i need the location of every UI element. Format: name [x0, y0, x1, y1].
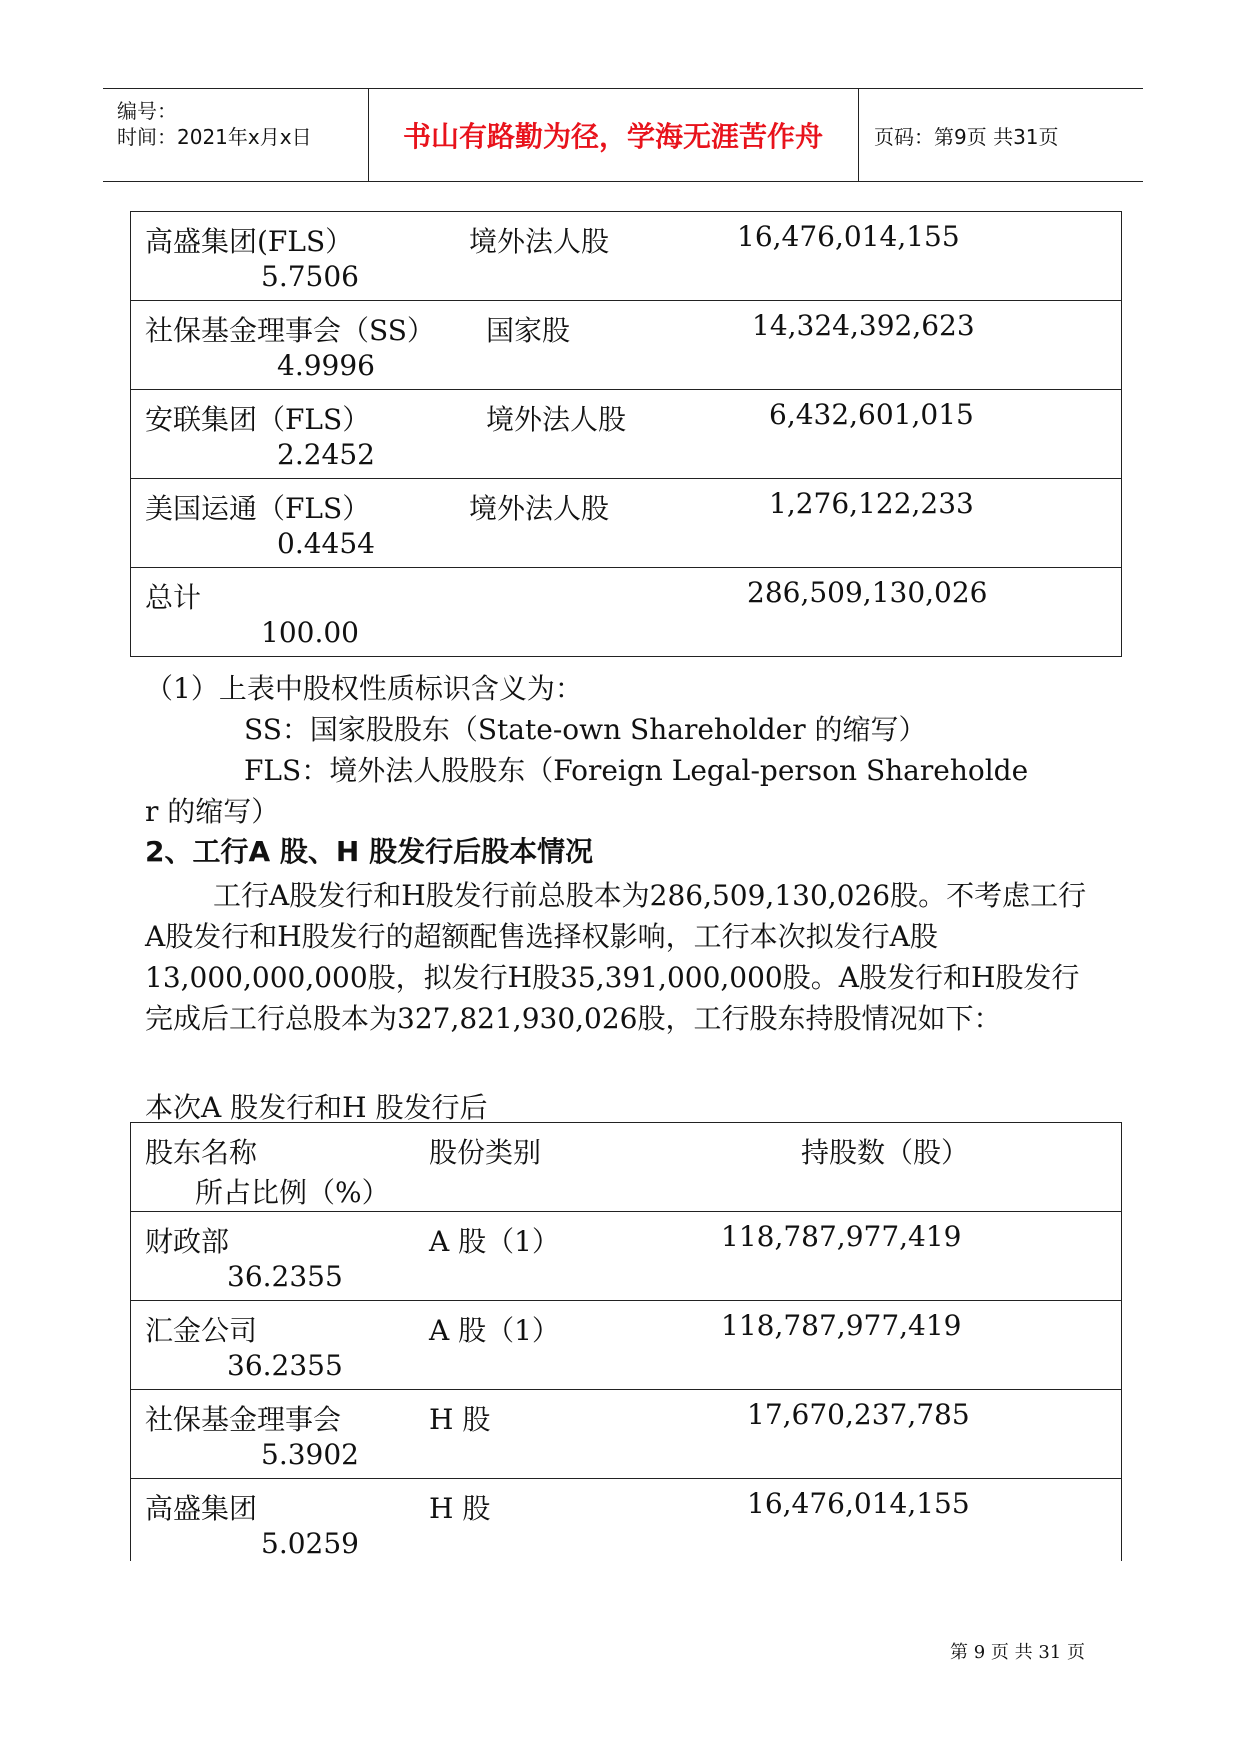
column-header-shares: 持股数（股）	[801, 1136, 970, 1169]
share-type: A 股（1）	[429, 1225, 560, 1258]
table-row	[131, 568, 1121, 657]
table-row	[131, 1390, 1121, 1479]
share-ratio: 5.7506	[261, 260, 359, 293]
share-ratio: 0.4454	[277, 527, 375, 560]
shareholder-name: 美国运通（FLS）	[145, 492, 371, 525]
share-count: 14,324,392,623	[752, 309, 975, 342]
share-ratio: 5.3902	[261, 1438, 359, 1471]
share-count: 118,787,977,419	[721, 1309, 962, 1342]
share-type: 境外法人股	[469, 225, 610, 258]
share-type: H 股	[429, 1492, 491, 1525]
share-ratio: 100.00	[261, 616, 359, 649]
table-row	[131, 212, 1121, 301]
note-intro: （1）上表中股权性质标识含义为：	[145, 672, 583, 705]
table-row	[131, 1479, 1121, 1567]
share-ratio: 36.2355	[227, 1349, 343, 1382]
note-ss: SS：国家股股东（State-own Shareholder 的缩写）	[244, 713, 927, 746]
share-count: 16,476,014,155	[747, 1487, 970, 1520]
shareholder-table-before	[130, 211, 1122, 657]
motto: 书山有路勤为径，学海无涯苦作舟	[368, 89, 859, 181]
share-count: 17,670,237,785	[747, 1398, 970, 1431]
shareholder-name: 财政部	[145, 1225, 230, 1258]
shareholder-name: 汇金公司	[145, 1314, 258, 1347]
shareholder-name: 安联集团（FLS）	[145, 403, 371, 436]
share-type: 国家股	[486, 314, 571, 347]
shareholder-name: 高盛集团	[145, 1492, 258, 1525]
table-row	[131, 479, 1121, 568]
table-row	[131, 390, 1121, 479]
share-type: A 股（1）	[429, 1314, 560, 1347]
page-footer: 第 9 页 共 31 页	[950, 1642, 1085, 1663]
header-info-cell	[103, 89, 369, 181]
table-row	[131, 1301, 1121, 1390]
table-header-row	[131, 1123, 1121, 1212]
share-count: 6,432,601,015	[769, 398, 974, 431]
share-ratio: 2.2452	[277, 438, 375, 471]
note-fls-cont: r 的缩写）	[145, 795, 280, 828]
column-header-type: 股份类别	[429, 1136, 542, 1169]
column-header-name: 股东名称	[145, 1136, 258, 1169]
table-row	[131, 301, 1121, 390]
section-paragraph: 工行A股发行和H股发行前总股本为286,509,130,026股。不考虑工行A股发行和H股发行的超额配售选择权影响，工行本次拟发行A股13,000,000,000股，拟发行H股35,391,000,000股。A股发行和H股发行完成后工行总股本为327,821,930,026股，工行股东持股情况如下：	[145, 879, 1087, 1035]
shareholder-name: 社保基金理事会（SS）	[145, 314, 435, 347]
number-label: 编号：	[117, 99, 177, 123]
shareholder-name: 高盛集团(FLS）	[145, 225, 354, 258]
note-fls: FLS：境外法人股股东（Foreign Legal-person Shareholde	[244, 754, 1029, 787]
shareholder-name: 社保基金理事会	[145, 1403, 342, 1436]
time-label: 时间：2021年x月x日	[117, 125, 312, 149]
share-count: 16,476,014,155	[737, 220, 960, 253]
share-count: 1,276,122,233	[769, 487, 974, 520]
share-count: 286,509,130,026	[747, 576, 988, 609]
page-header	[103, 88, 1143, 182]
share-ratio: 4.9996	[277, 349, 375, 382]
shareholder-table-after	[130, 1122, 1122, 1561]
table-row	[131, 1212, 1121, 1301]
page-label: 页码：第9页 共31页	[874, 124, 1059, 149]
table-caption: 本次A 股发行和H 股发行后	[145, 1091, 488, 1124]
share-type: 境外法人股	[469, 492, 610, 525]
share-ratio: 5.0259	[261, 1527, 359, 1560]
section-heading: 2、工行A 股、H 股发行后股本情况	[145, 835, 594, 868]
column-header-ratio: 所占比例（%）	[195, 1176, 390, 1209]
shareholder-name: 总计	[145, 581, 202, 614]
share-ratio: 36.2355	[227, 1260, 343, 1293]
share-type: 境外法人股	[486, 403, 627, 436]
share-type: H 股	[429, 1403, 491, 1436]
share-count: 118,787,977,419	[721, 1220, 962, 1253]
